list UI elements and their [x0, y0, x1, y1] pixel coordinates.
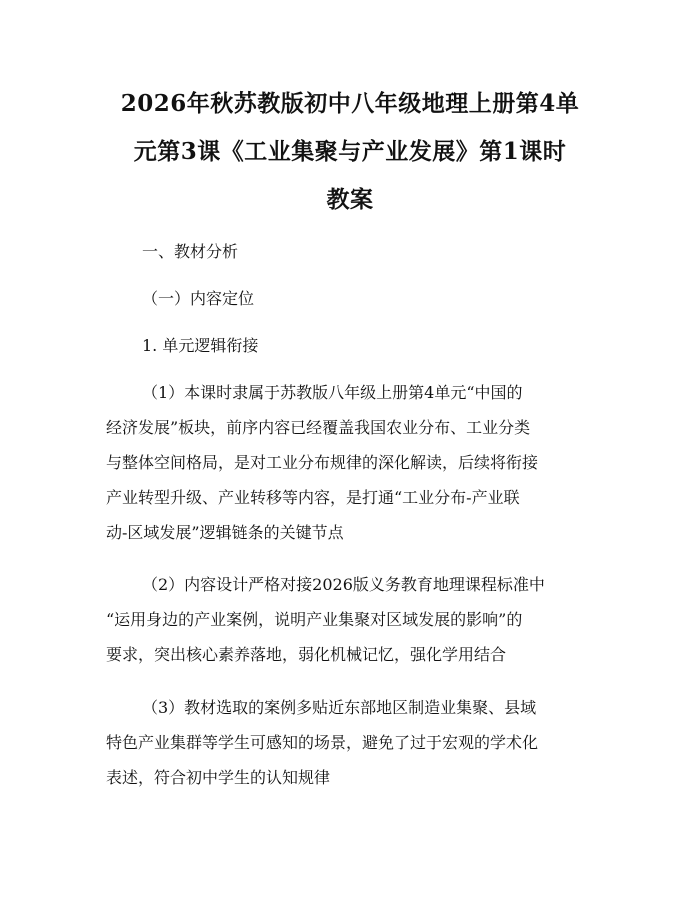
title-line: 元第3课《工业集聚与产业发展》第1课时	[133, 138, 567, 165]
paragraph	[106, 567, 596, 672]
paragraph-line: 经济发展”板块，前序内容已经覆盖我国农业分布、工业分类	[106, 418, 531, 437]
paragraph-line: （1）本课时隶属于苏教版八年级上册第4单元“中国的	[142, 383, 523, 402]
paragraph-line: （3）教材选取的案例多贴近东部地区制造业集聚、县域	[142, 698, 537, 717]
paragraph-line: 表述，符合初中学生的认知规律	[106, 768, 331, 787]
paragraph-line: “运用身边的产业案例，说明产业集聚对区域发展的影响”的	[106, 610, 523, 629]
sub-subsection-heading: 1. 单元逻辑衔接	[142, 336, 259, 355]
paragraph-line: （2）内容设计严格对接2026版义务教育地理课程标准中	[142, 575, 545, 594]
paragraph-line: 与整体空间格局，是对工业分布规律的深化解读，后续将衔接	[106, 453, 539, 472]
paragraph-line: 产业转型升级、产业转移等内容，是打通“工业分布-产业联	[106, 488, 520, 507]
section-heading: 一、教材分析	[142, 242, 239, 261]
subsection-heading: （一）内容定位	[142, 289, 255, 308]
paragraph-line: 要求，突出核心素养落地，弱化机械记忆，强化学用结合	[106, 645, 507, 664]
document-title	[108, 80, 592, 224]
paragraph	[106, 690, 596, 795]
paragraph-line: 特色产业集群等学生可感知的场景，避免了过于宏观的学术化	[106, 733, 539, 752]
paragraph-line: 动-区域发展”逻辑链条的关键节点	[106, 523, 344, 542]
title-line: 2026年秋苏教版初中八年级地理上册第4单	[120, 90, 580, 117]
paragraph	[106, 375, 596, 550]
title-line: 教案	[326, 186, 374, 213]
